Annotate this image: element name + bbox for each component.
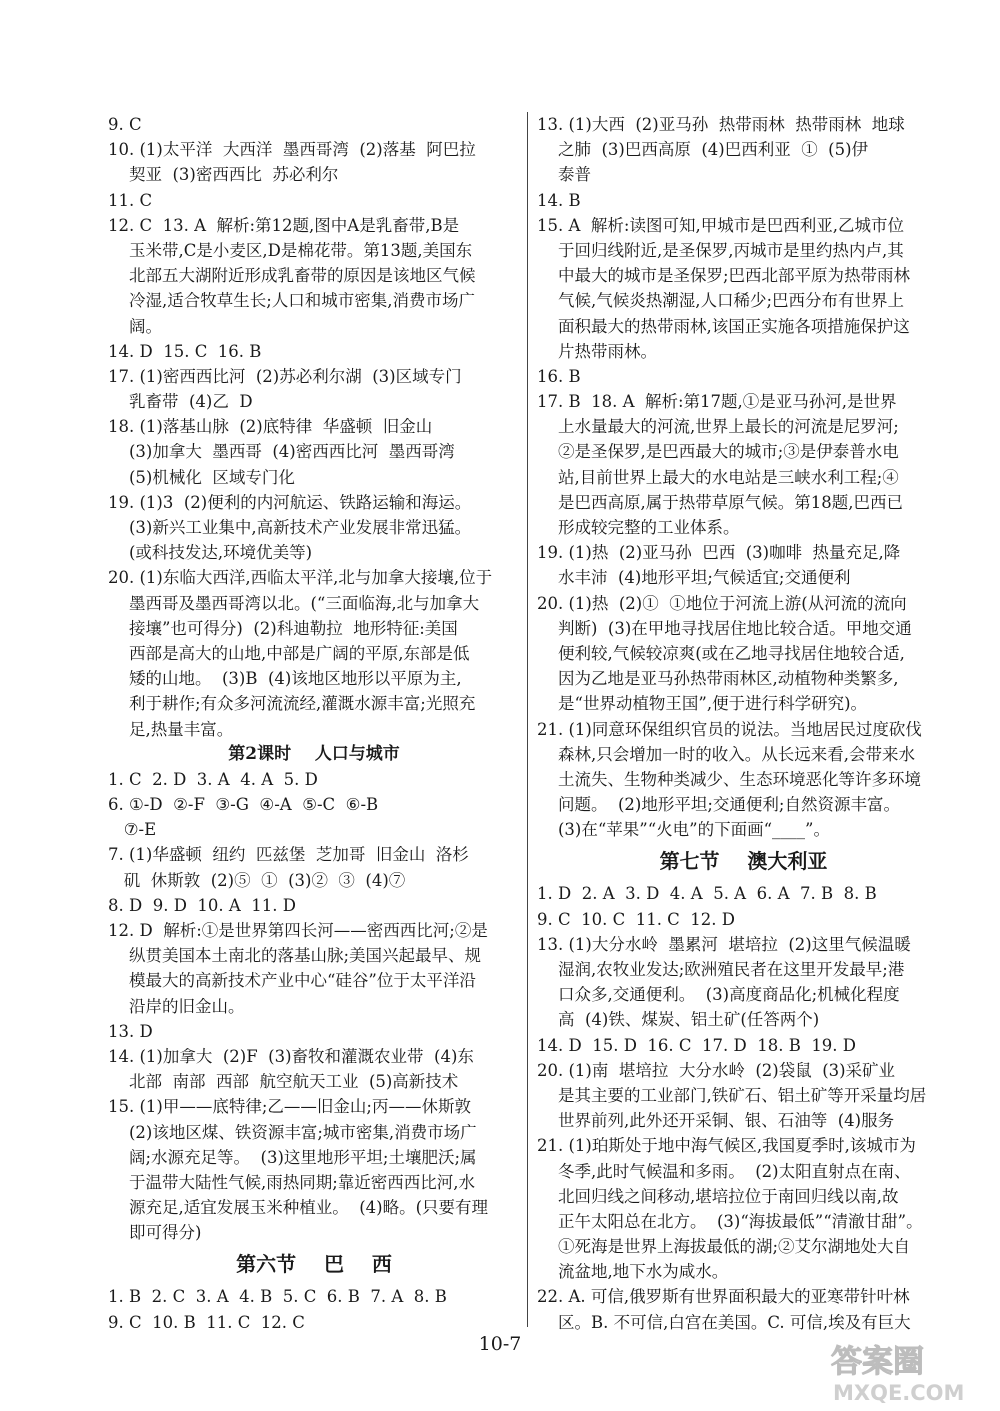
answer-line: 1. D 2. A 3. D 4. A 5. A 6. A 7. B 8. B xyxy=(537,884,877,904)
answer-line: 足,热量丰富。 xyxy=(108,719,234,739)
answer-line: 于回归线附近,是圣保罗,丙城市是里约热内卢,其 xyxy=(537,240,904,260)
answer-line: 是巴西高原,属于热带草原气候。第18题,巴西已 xyxy=(537,492,903,512)
answer-line: 片热带雨林。 xyxy=(537,341,657,361)
section-heading: 第六节 巴 西 xyxy=(236,1252,392,1277)
left-column xyxy=(108,112,520,1335)
answer-line: 正午太阳总在北方。 (3)“海拔最低”“清澈甘甜”。 xyxy=(537,1211,923,1231)
answer-line: 即可得分) xyxy=(108,1223,202,1243)
answer-line: 接壤”也可得分) (2)科迪勒拉 地形特征:美国 xyxy=(108,618,458,638)
answer-line: 12. D 解析:①是世界第四长河——密西西比河;②是 xyxy=(108,921,488,940)
answer-line: 15. (1)甲——底特律;乙——旧金山;丙——休斯敦 xyxy=(108,1097,471,1117)
answer-line: 于温带大陆性气候,雨热同期;靠近密西西比河,水 xyxy=(108,1172,476,1192)
answer-line: (或科技发达,环境优美等) xyxy=(108,543,313,563)
section-heading: 第2课时 人口与城市 xyxy=(228,743,400,764)
answer-line: 8. D 9. D 10. A 11. D xyxy=(108,895,297,915)
answer-line: 便利较,气候较凉爽(或在乙地寻找居住地较合适, xyxy=(537,643,905,663)
answer-line: 世界前列,此外还开采铜、银、石油等 (4)服务 xyxy=(537,1111,895,1131)
answer-line: 气候,气候炎热潮湿,人口稀少;巴西分布有世界上 xyxy=(537,291,905,311)
answer-line: 14. D 15. D 16. C 17. D 18. B 19. D xyxy=(537,1035,857,1055)
answer-line: 13. D xyxy=(108,1021,153,1041)
answer-line: 形成较完整的工业体系。 xyxy=(537,518,740,537)
answer-line: 水丰沛 (4)地形平坦;气候适宜;交通便利 xyxy=(537,568,851,588)
answer-line: 区。B. 不可信,白宫在美国。C. 可信,埃及有巨大 xyxy=(537,1312,911,1332)
answer-line: 19. (1)3 (2)便利的内河航运、铁路运输和海运。 xyxy=(108,492,472,512)
column-divider xyxy=(527,112,528,1327)
answer-line: 20. (1)东临大西洋,西临太平洋,北与加拿大接壤,位于 xyxy=(108,568,493,588)
answer-line: 21. (1)珀斯处于地中海气候区,我国夏季时,该城市为 xyxy=(537,1136,916,1156)
answer-line: 矶 休斯敦 (2)⑤ ① (3)② ③ (4)⑦ xyxy=(108,870,406,890)
answer-line: 9. C 10. B 11. C 12. C xyxy=(108,1312,305,1332)
answer-line: 21. (1)同意环保组织官员的说法。当地居民过度砍伐 xyxy=(537,719,922,739)
answer-line: 17. (1)密西西比河 (2)苏必利尔湖 (3)区域专门 xyxy=(108,366,462,386)
answer-line: 湿润,农牧业发达;欧洲殖民者在这里开发最早;港 xyxy=(537,960,905,979)
answer-line: 乳畜带 (4)乙 D xyxy=(108,392,253,412)
answer-line: 6. ①-D ②-F ③-G ④-A ⑤-C ⑥-B xyxy=(108,795,379,815)
answer-line: 15. A 解析:读图可知,甲城市是巴西利亚,乙城市位 xyxy=(537,215,904,235)
answer-line: 9. C 10. C 11. C 12. D xyxy=(537,909,736,929)
answer-line: 站,目前世界上最大的水电站是三峡水利工程;④ xyxy=(537,467,899,487)
answer-line: 契亚 (3)密西西比 苏必利尔 xyxy=(108,165,339,185)
answer-line: 沿岸的旧金山。 xyxy=(108,996,245,1016)
answer-line: 土流失、生物种类减少、生态环境恶化等许多环境 xyxy=(537,769,921,789)
answer-line: 因为乙地是亚马孙热带雨林区,动植物种类繁多, xyxy=(537,669,899,689)
answer-line: 纵贯美国本土南北的落基山脉;美国兴起最早、规 xyxy=(108,946,482,966)
answer-line: 16. B xyxy=(537,366,581,386)
answer-line: 9. C xyxy=(108,115,142,134)
answer-line: 13. (1)大分水岭 墨累河 堪培拉 (2)这里气候温暖 xyxy=(537,934,911,954)
answer-line: 1. B 2. C 3. A 4. B 5. C 6. B 7. A 8. B xyxy=(108,1287,447,1307)
answer-line: ①死海是世界上海拔最低的湖;②艾尔湖地处大自 xyxy=(537,1237,911,1257)
answer-line: 冷湿,适合牧草生长;人口和城市密集,消费市场广 xyxy=(108,291,476,311)
answer-line: 中最大的城市是圣保罗;巴西北部平原为热带雨林 xyxy=(537,266,911,286)
answer-line: 利于耕作;有众多河流流经,灌溉水源丰富;光照充 xyxy=(108,694,476,714)
answer-line: 北部 南部 西部 航空航天工业 (5)高新技术 xyxy=(108,1072,459,1092)
answer-line: 矮的山地。 (3)B (4)该地区地形以平原为主, xyxy=(108,669,462,689)
answer-line: 7. (1)华盛顿 纽约 匹兹堡 芝加哥 旧金山 洛杉 xyxy=(108,845,469,865)
answer-line: 阔。 xyxy=(108,316,162,336)
answer-line: 森林,只会增加一时的收入。从长远来看,会带来水 xyxy=(537,744,915,764)
watermark-en: MXQE.COM xyxy=(833,1381,965,1405)
answer-line: 14. D 15. C 16. B xyxy=(108,341,262,361)
answer-line: (2)该地区煤、铁资源丰富;城市密集,消费市场广 xyxy=(108,1122,477,1142)
answer-line: 1. C 2. D 3. A 4. A 5. D xyxy=(108,769,318,789)
answer-line: 17. B 18. A 解析:第17题,①是亚马孙河,是世界 xyxy=(537,392,897,412)
answer-line: 14. B xyxy=(537,190,581,210)
answer-line: 20. (1)热 (2)① ①地位于河流上游(从河流的流向 xyxy=(537,593,907,613)
answer-line: 流盆地,地下水为咸水。 xyxy=(537,1262,729,1282)
section-heading: 第七节 澳大利亚 xyxy=(659,849,828,874)
answer-line: 是“世界动植物王国”,便于进行科学研究)。 xyxy=(537,694,868,714)
answer-line: 阔;水源充足等。 (3)这里地形平坦;土壤肥沃;属 xyxy=(108,1147,477,1167)
answer-line: 之肺 (3)巴西高原 (4)巴西利亚 ① (5)伊 xyxy=(537,140,869,160)
answer-line: 12. C 13. A 解析:第12题,图中A是乳畜带,B是 xyxy=(108,215,460,235)
answer-line: (5)机械化 区域专门化 xyxy=(108,467,295,487)
answer-line: (3)加拿大 墨西哥 (4)密西西比河 墨西哥湾 xyxy=(108,442,455,462)
answer-line: 问题。 (2)地形平坦;交通便利;自然资源丰富。 xyxy=(537,795,900,815)
answer-line: 模最大的高新技术产业中心“硅谷”位于太平洋沿 xyxy=(108,971,476,991)
answer-line: 上水量最大的河流,世界上最长的河流是尼罗河; xyxy=(537,417,899,437)
answer-line: 判断) (3)在甲地寻找居住地比较合适。甲地交通 xyxy=(537,618,912,638)
answer-line: 是其主要的工业部门,铁矿石、铝土矿等开采量均居 xyxy=(537,1085,927,1105)
answer-line: 北部五大湖附近形成乳畜带的原因是该地区气候 xyxy=(108,266,476,286)
page-number: 10-7 xyxy=(478,1333,522,1355)
answer-line: 冬季,此时气候温和多雨。 (2)太阳直射点在南、 xyxy=(537,1161,911,1181)
answer-line: 泰普 xyxy=(537,165,591,185)
answer-line: 源充足,适宜发展玉米种植业。 (4)略。(只要有理 xyxy=(108,1198,489,1218)
answer-line: (3)新兴工业集中,高新技术产业发展非常迅猛。 xyxy=(108,518,472,537)
answer-line: 面积最大的热带雨林,该国正实施各项措施保护这 xyxy=(537,316,910,336)
answer-line: 11. C xyxy=(108,190,153,210)
answer-line: (3)在“苹果”“火电”的下面画“____”。 xyxy=(537,820,830,840)
answer-line: 玉米带,C是小麦区,D是棉花带。第13题,美国东 xyxy=(108,240,473,260)
answer-line: 口众多,交通便利。 (3)高度商品化;机械化程度 xyxy=(537,985,900,1005)
answer-line: ⑦-E xyxy=(108,820,157,840)
watermark-logo xyxy=(825,1338,995,1406)
answer-line: ②是圣保罗,是巴西最大的城市;③是伊泰普水电 xyxy=(537,442,899,462)
watermark-cn: 答案圈 xyxy=(831,1344,924,1380)
answer-line: 18. (1)落基山脉 (2)底特律 华盛顿 旧金山 xyxy=(108,417,433,437)
answer-line: 13. (1)大西 (2)亚马孙 热带雨林 热带雨林 地球 xyxy=(537,115,905,134)
answer-line: 北回归线之间移动,堪培拉位于南回归线以南,故 xyxy=(537,1186,899,1206)
answer-line: 20. (1)南 堪培拉 大分水岭 (2)袋鼠 (3)采矿业 xyxy=(537,1060,896,1080)
answer-line: 10. (1)太平洋 大西洋 墨西哥湾 (2)落基 阿巴拉 xyxy=(108,140,476,160)
right-column xyxy=(537,112,950,1335)
answer-line: 19. (1)热 (2)亚马孙 巴西 (3)咖啡 热量充足,降 xyxy=(537,543,901,563)
answer-line: 西部是高大的山地,中部是广阔的平原,东部是低 xyxy=(108,643,470,663)
answer-line: 高 (4)铁、煤炭、铝土矿(任答两个) xyxy=(537,1010,820,1030)
answer-line: 14. (1)加拿大 (2)F (3)畜牧和灌溉农业带 (4)东 xyxy=(108,1046,474,1066)
answer-line: 22. A. 可信,俄罗斯有世界面积最大的亚寒带针叶林 xyxy=(537,1287,910,1307)
answer-line: 墨西哥及墨西哥湾以北。(“三面临海,北与加拿大 xyxy=(108,593,480,613)
